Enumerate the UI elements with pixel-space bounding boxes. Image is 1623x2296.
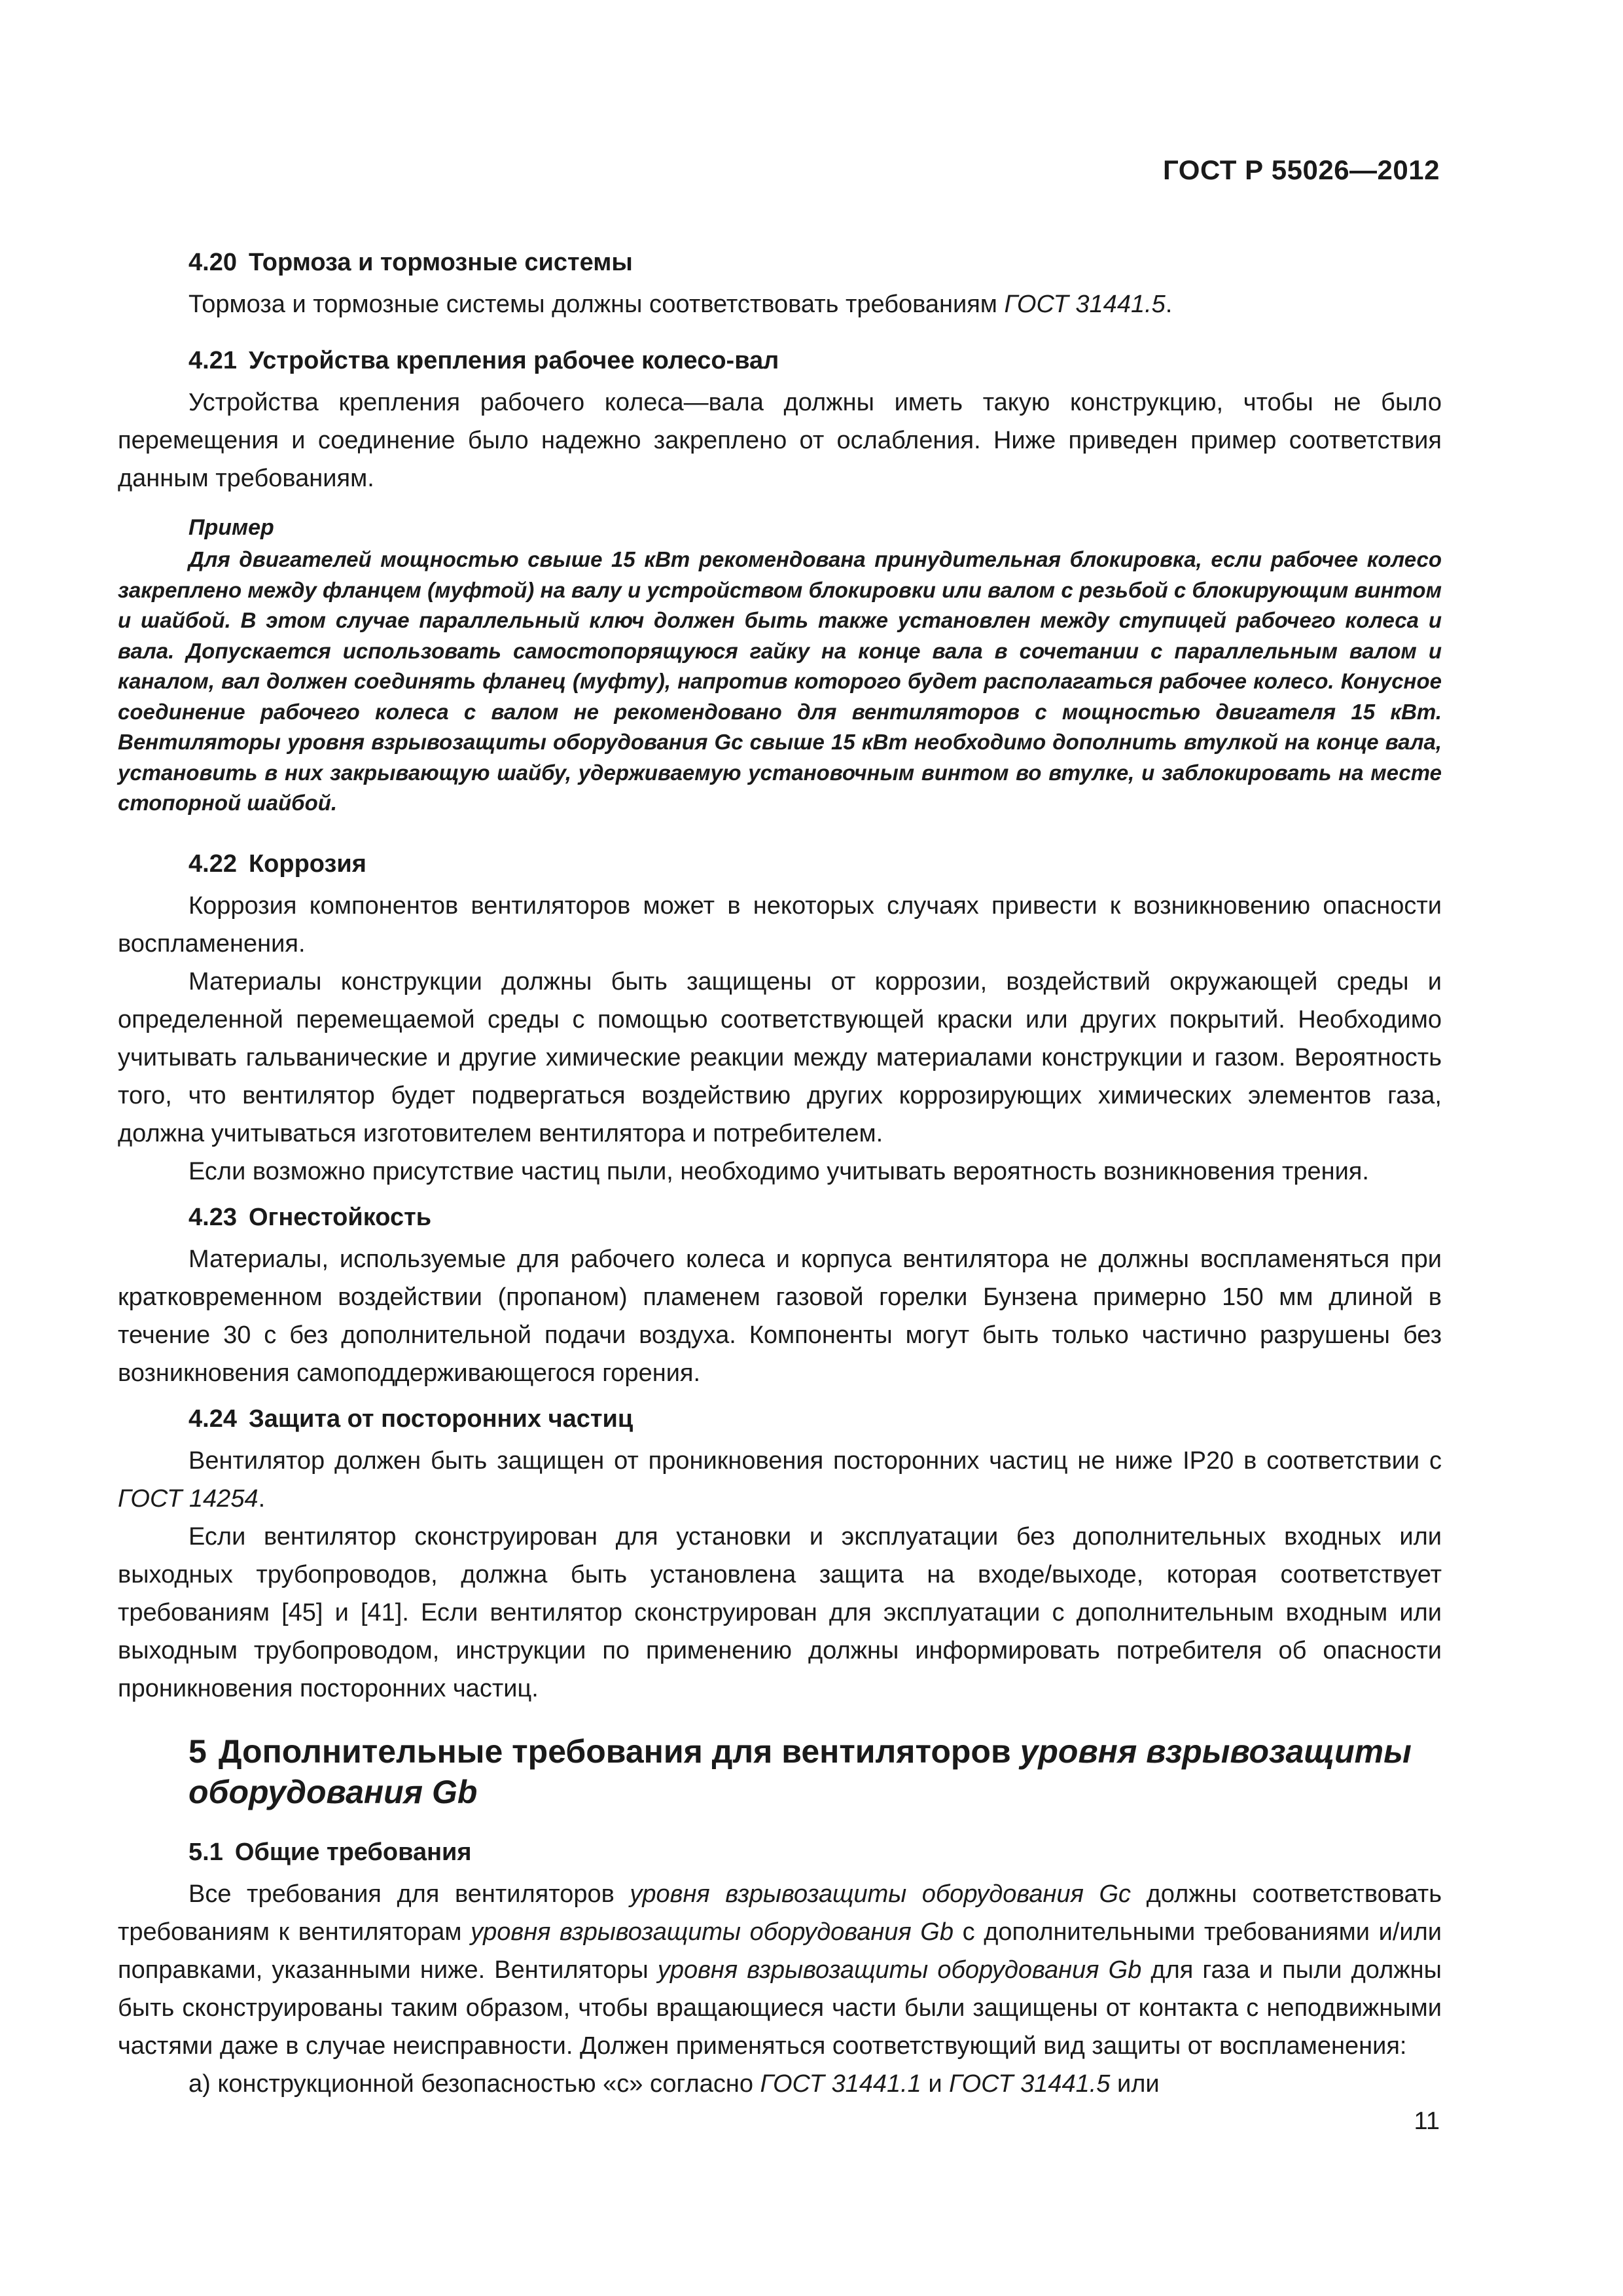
- section-4-22-heading: 4.22 Коррозия: [188, 850, 366, 878]
- page-number: 11: [1414, 2108, 1440, 2135]
- section-4-20-text: Тормоза и тормозные системы должны соответствовать требованиям ГОСТ 31441.5.: [188, 291, 1173, 318]
- list-item-a: а) конструкционной безопасностью «с» согласно ГОСТ 31441.1 и ГОСТ 31441.5 или: [188, 2070, 1160, 2098]
- page-content: [118, 236, 1442, 2103]
- section-4-24-para-1: Вентилятор должен быть защищен от проникновения посторонних частиц не ниже IP20 в соответствии с ГОСТ 14254.: [118, 1446, 1442, 1513]
- section-5-heading: 5 Дополнительные требования для вентиляторов уровня взрывозащиты оборудования Gb: [188, 1732, 1412, 1810]
- example-heading: Пример: [188, 515, 274, 540]
- section-4-20-heading: 4.20 Тормоза и тормозные системы: [188, 249, 633, 276]
- section-5-1-heading: 5.1 Общие требования: [188, 1838, 472, 1866]
- reference-gost-31441-1: ГОСТ 31441.1: [760, 2070, 921, 2098]
- section-4-21-heading: 4.21 Устройства крепления рабочее колесо-вал: [188, 347, 779, 374]
- reference-gost-14254: ГОСТ 14254: [118, 1484, 259, 1513]
- section-4-22-para-2: Материалы конструкции должны быть защищены от коррозии, воздействий окружающей среды и определенной перемещаемой среды с помощью соответствующей краски или других покрытий. Необходимо учитывать гальванические и другие химические реакции между материалами конструкции и газом. Вероятность того, что вентилятор будет подвергаться воздействию других коррозирующих химических элементов газа, должна учитываться изготовителем вентилятора и потребителем.: [118, 967, 1442, 1147]
- section-4-21-text: Устройства крепления рабочего колеса—вала должны иметь такую конструкцию, чтобы не было перемещения и соединение было надежно закреплено от ослабления. Ниже приведен пример соответствия данным требованиям.: [118, 389, 1442, 492]
- section-4-22-para-3: Если возможно присутствие частиц пыли, необходимо учитывать вероятность возникновения трения.: [188, 1157, 1369, 1185]
- reference-gost-31441-5: ГОСТ 31441.5: [1004, 291, 1166, 318]
- document-id: ГОСТ Р 55026—2012: [1163, 154, 1440, 185]
- section-4-24-heading: 4.24 Защита от посторонних частиц: [188, 1405, 633, 1433]
- reference-gost-31441-5-b: ГОСТ 31441.5: [949, 2070, 1111, 2098]
- section-4-24-para-2: Если вентилятор сконструирован для установки и эксплуатации без дополнительных входных или выходных трубопроводов, должна быть установлена защита на входе/выходе, которая соответствует требованиям [45] и [41]. Если вентилятор сконструирован для эксплуатации с дополнительным входным или выходным трубопроводом, инструкции по применению должны информировать потребителя об опасности проникновения посторонних частиц.: [118, 1522, 1442, 1702]
- example-text: Для двигателей мощностью свыше 15 кВт рекомендована принудительная блокировка, если рабочее колесо закреплено между фланцем (муфтой) на валу и устройством блокировки или валом с резьбой с блокирующим винтом и шайбой. В этом случае параллельный ключ должен быть также установлен между ступицей рабочего колеса и вала. Допускается использовать самостопорящуюся гайку на конце вала в сочетании с параллельным валом и каналом, вал должен соединять фланец (муфту), напротив которого будет располагаться рабочее колесо. Конусное соединение рабочего колеса с валом не рекомендовано для вентиляторов с мощностью двигателя 15 кВт. Вентиляторы уровня взрывозащиты оборудования Gc свыше 15 кВт необходимо дополнить втулкой на конце вала, установить в них закрывающую шайбу, удерживаемую установочным винтом во втулке, и заблокировать на месте стопорной шайбой.: [118, 547, 1442, 815]
- section-4-22-para-1: Коррозия компонентов вентиляторов может в некоторых случаях привести к возникновению опасности воспламенения.: [118, 891, 1442, 958]
- section-4-23-heading: 4.23 Огнестойкость: [188, 1203, 432, 1231]
- section-4-23-text: Материалы, используемые для рабочего колеса и корпуса вентилятора не должны воспламеняться при кратковременном воздействии (пропаном) пламенем газовой горелки Бунзена примерно 150 мм длиной в течение 30 с без дополнительной подачи воздуха. Компоненты могут быть только частично разрушены без возникновения самоподдерживающегося горения.: [118, 1245, 1442, 1387]
- section-5-1-text: Все требования для вентиляторов уровня взрывозащиты оборудования Gc должны соответствовать требованиям к вентиляторам уровня взрывозащиты оборудования Gb с дополнительными требованиями и/или поправками, указанными ниже. Вентиляторы уровня взрывозащиты оборудования Gb для газа и пыли должны быть сконструированы таким образом, чтобы вращающиеся части были защищены от контакта с неподвижными частями даже в случае неисправности. Должен применяться соответствующий вид защиты от воспламенения:: [118, 1880, 1442, 2060]
